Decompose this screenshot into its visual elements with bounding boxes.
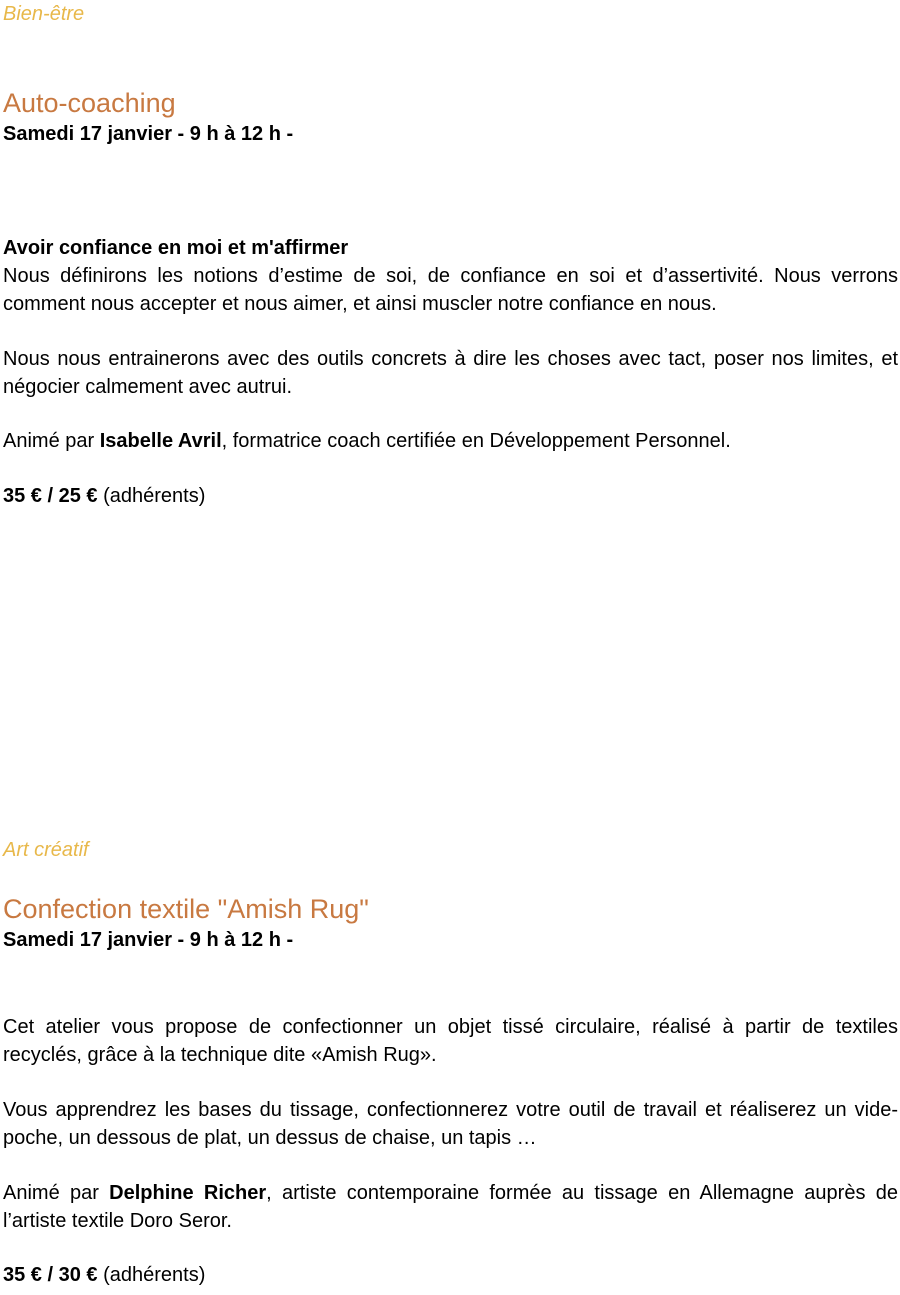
workshop-title: Confection textile "Amish Rug" (3, 894, 369, 924)
animator-line (3, 1180, 898, 1235)
category-label: Bien-être (3, 3, 85, 25)
animator-name: Delphine Richer (109, 1182, 267, 1204)
animator-description: , formatrice coach certifiée en Développement Personnel. (221, 430, 731, 452)
workshop-date: Samedi 17 janvier - 9 h à 12 h - (3, 929, 294, 951)
price-line (3, 1262, 898, 1290)
animator-prefix: Animé par (3, 430, 100, 452)
description-paragraph: Vous apprendrez les bases du tissage, confectionnerez votre outil de travail et réaliserez un vide-poche, un dessous de plat, un dessus de chaise, un tapis … (3, 1099, 898, 1149)
animator-prefix: Animé par (3, 1182, 110, 1204)
price-line (3, 483, 898, 511)
price-note: (adhérents) (97, 485, 206, 507)
workshop-date: Samedi 17 janvier - 9 h à 12 h - (3, 123, 294, 145)
price-note: (adhérents) (97, 1264, 206, 1286)
description-paragraph: Nous définirons les notions d’estime de soi, de confiance en soi et d’assertivité. Nous verrons comment nous accepter et nous aimer, et ainsi muscler notre confiance en nous. (3, 265, 898, 315)
animator-name: Isabelle Avril (99, 430, 222, 452)
animator-line (3, 428, 898, 456)
workshop-title: Auto-coaching (3, 88, 176, 118)
animator-description: , artiste contemporaine formée au tissage en Allemagne auprès de l’artiste textile Doro Seror. (3, 1182, 898, 1232)
price-amount: 35 € / 25 € (3, 485, 98, 507)
category-label: Art créatif (3, 839, 89, 861)
workshop-subheading: Avoir confiance en moi et m'affirmer (3, 237, 349, 259)
description-paragraph: Nous nous entrainerons avec des outils concrets à dire les choses avec tact, poser nos limites, et négocier calmement avec autrui. (3, 348, 898, 398)
description-paragraph: Cet atelier vous propose de confectionner un objet tissé circulaire, réalisé à partir de textiles recyclés, grâce à la technique dite «Amish Rug». (3, 1016, 898, 1066)
price-amount: 35 € / 30 € (3, 1264, 98, 1286)
